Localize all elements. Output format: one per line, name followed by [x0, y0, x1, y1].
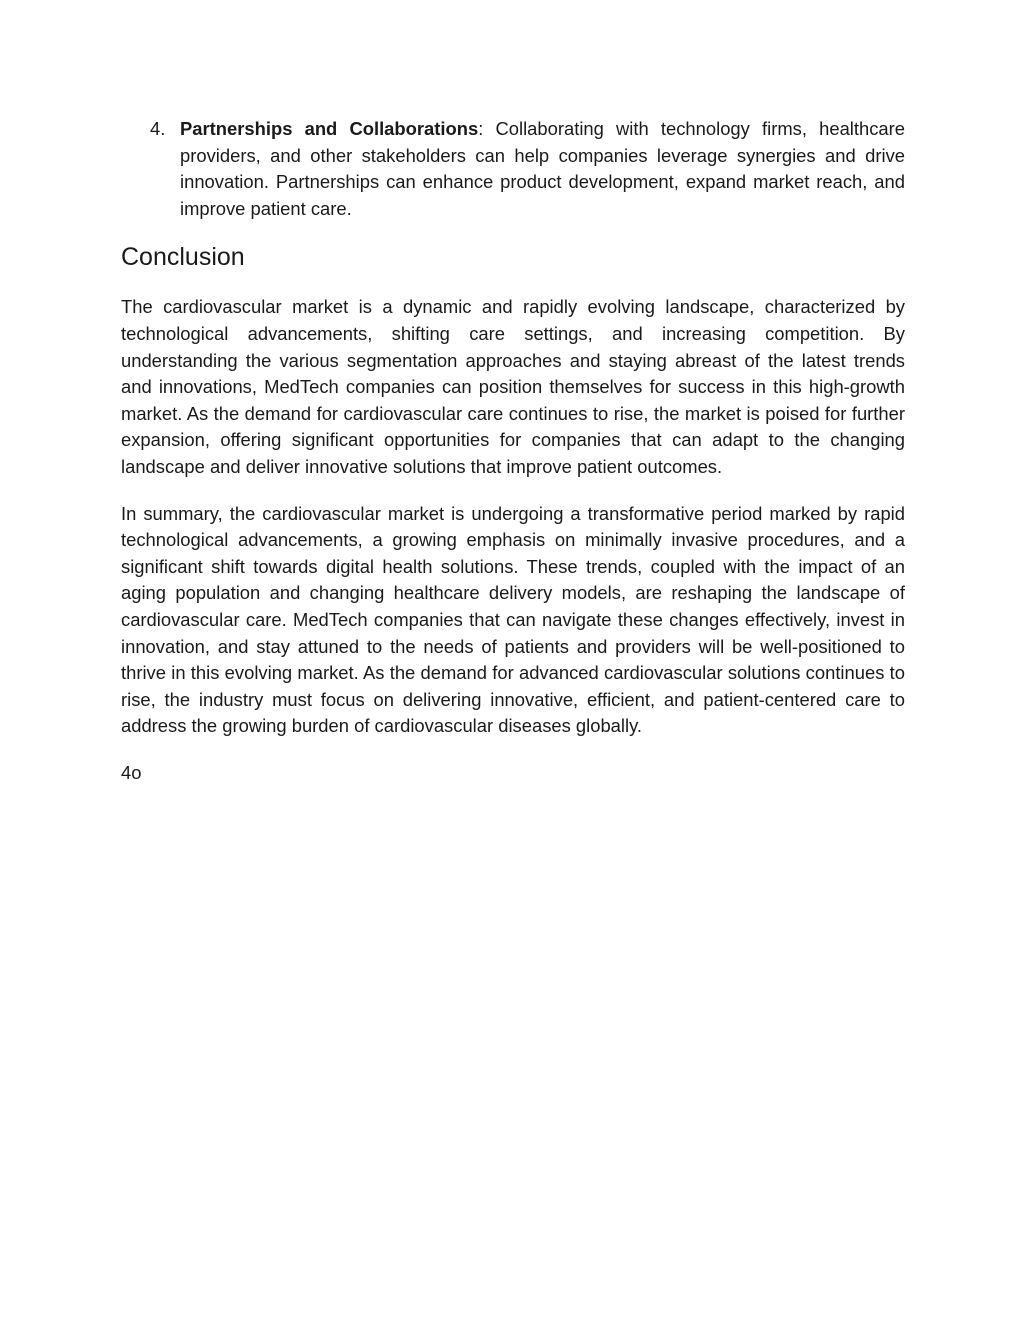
- page-content: [121, 116, 905, 786]
- conclusion-paragraph-2: In summary, the cardiovascular market is undergoing a transformative period marked by rapid technological advancements, a growing emphasis on minimally invasive procedures, and a significant shift towards digital health solutions. These trends, coupled with the impact of an aging population and changing healthcare delivery models, are reshaping the landscape of cardiovascular care. MedTech companies that can navigate these changes effectively, invest in innovation, and stay attuned to the needs of patients and providers will be well-positioned to thrive in this evolving market. As the demand for advanced cardiovascular solutions continues to rise, the industry must focus on delivering innovative, efficient, and patient-centered care to address the growing burden of cardiovascular diseases globally.: [121, 502, 905, 737]
- list-term: Partnerships and Collaborations: [180, 118, 479, 139]
- list-item-partnerships: [121, 116, 905, 222]
- list-term-separator: :: [478, 118, 484, 139]
- list-number: 4.: [150, 118, 166, 139]
- list-item-text: Collaborating with technology firms, healthcare providers, and other stakeholders can help companies leverage synergies and drive innovation. Partnerships can enhance product development, expand market reach, and improve patient care.: [180, 118, 905, 219]
- section-heading-conclusion: Conclusion: [121, 243, 245, 272]
- conclusion-paragraph-1: The cardiovascular market is a dynamic and rapidly evolving landscape, characterized by technological advancements, shifting care settings, and increasing competition. By understanding the various segmentation approaches and staying abreast of the latest trends and innovations, MedTech companies can position themselves for success in this high-growth market. As the demand for cardiovascular care continues to rise, the market is poised for further expansion, offering significant opportunities for companies that can adapt to the changing landscape and deliver innovative solutions that improve patient outcomes.: [121, 296, 905, 477]
- trailing-text: 4o: [121, 761, 142, 783]
